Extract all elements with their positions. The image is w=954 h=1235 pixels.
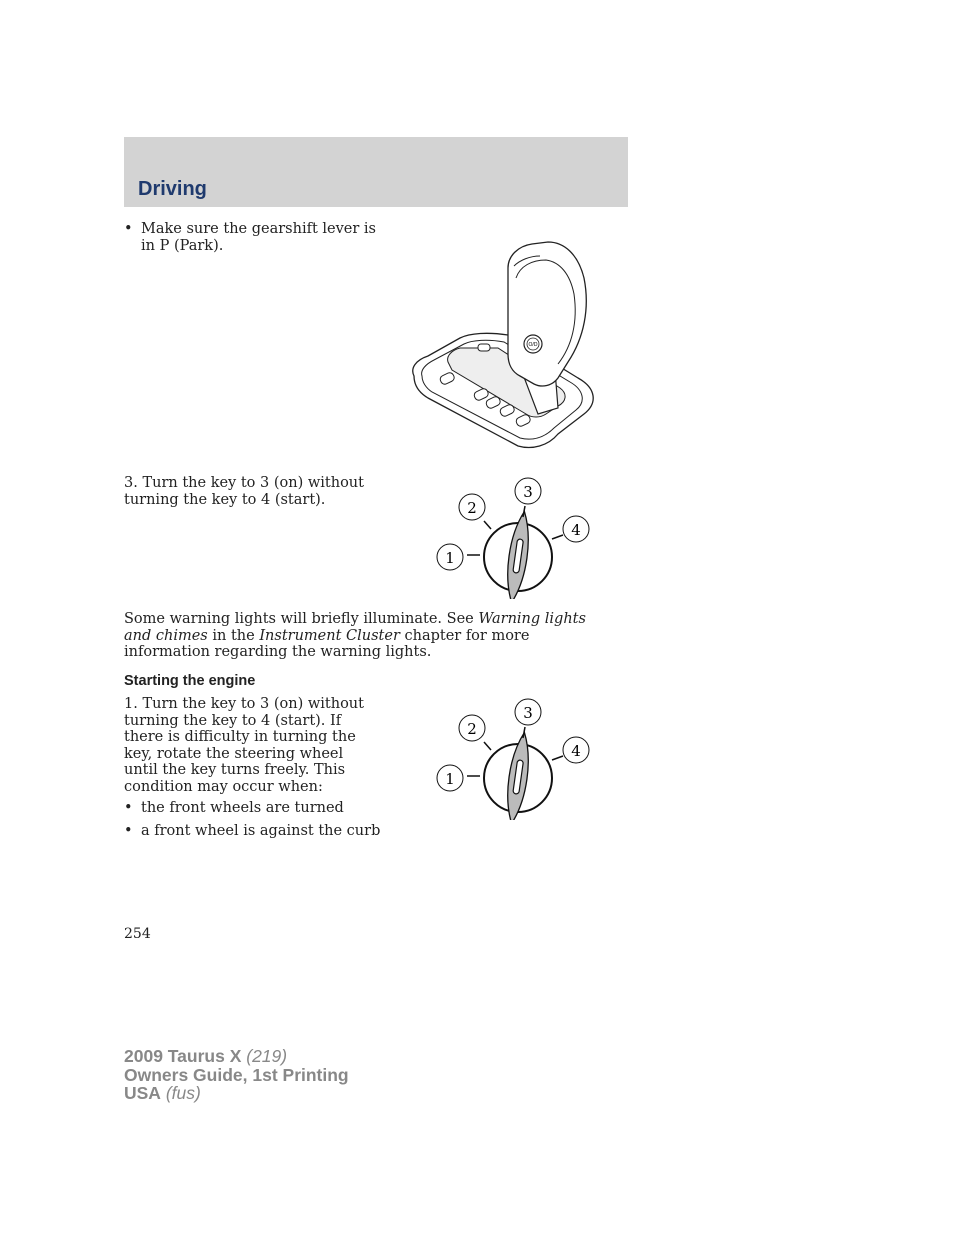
condition-bullet-text: a front wheel is against the curb: [141, 823, 381, 839]
page-number: 254: [124, 926, 151, 942]
starting-engine-heading: Starting the engine: [124, 673, 256, 689]
footer-market-code: (fus): [160, 1083, 201, 1103]
chapter-header: [124, 137, 628, 207]
position-label-3: 3: [523, 483, 533, 501]
footer-line-2: [124, 1066, 349, 1085]
warning-lights-paragraph: [124, 611, 604, 661]
instrument-cluster-reference: Instrument Cluster: [259, 627, 400, 644]
od-button-label: O/D: [528, 342, 538, 348]
bullet-dot: •: [124, 823, 133, 839]
position-label-1: 1: [445, 549, 455, 567]
footer-market: USA: [124, 1083, 161, 1103]
position-label-2: 2: [467, 499, 477, 517]
position-label-4: 4: [571, 521, 581, 539]
warning-lights-reference: Warning lights and chimes: [124, 611, 586, 644]
position-label-3: 3: [523, 704, 533, 722]
position-label-2: 2: [467, 720, 477, 738]
ignition-switch-diagram-1: [432, 477, 596, 599]
gearshift-bullet-text: Make sure the gearshift lever is in P (Park).: [141, 221, 376, 254]
footer-line-3: [124, 1084, 349, 1103]
ignition-switch-diagram-2: [432, 698, 596, 820]
footer-edition: Owners Guide, 1st Printing: [124, 1064, 349, 1085]
step-1-text: 1. Turn the key to 3 (on) without turning the key to 4 (start). If there is difficulty in turning the key, rotate the steering wheel until the key turns freely. This condition may occur when:: [124, 696, 364, 795]
footer-line-1: [124, 1047, 349, 1066]
bullet-dot: •: [124, 221, 133, 237]
condition-bullet: [124, 823, 393, 840]
bullet-dot: •: [124, 800, 133, 816]
footer-model-code: (219): [241, 1046, 288, 1066]
warning-text-part3: chapter for more information regarding the warning lights.: [124, 627, 530, 660]
gearshift-bullet: [124, 221, 393, 254]
warning-text-part2: in the: [207, 627, 260, 644]
position-label-1: 1: [445, 770, 455, 788]
gearshift-illustration: [408, 238, 600, 456]
chapter-title: Driving: [138, 178, 207, 200]
warning-text-part1: Some warning lights will briefly illuminate. See: [124, 611, 479, 627]
document-footer: [124, 1047, 349, 1103]
condition-bullet: [124, 800, 393, 817]
condition-bullet-text: the front wheels are turned: [141, 800, 344, 816]
footer-model: 2009 Taurus X: [124, 1046, 242, 1066]
position-label-4: 4: [571, 742, 581, 760]
step-3-text: 3. Turn the key to 3 (on) without turning the key to 4 (start).: [124, 475, 364, 508]
